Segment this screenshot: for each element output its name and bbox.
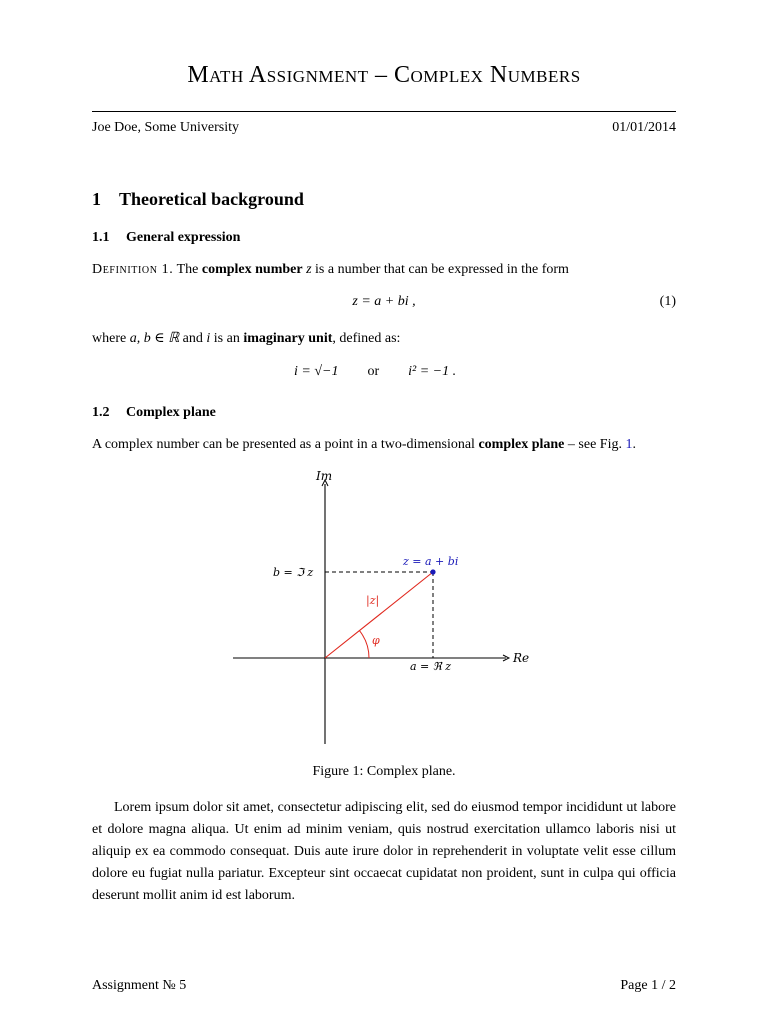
where-text-c: is an — [213, 331, 240, 346]
definition-text-after: is a number that can be expressed in the form — [315, 262, 569, 277]
subsection-number: 1.1 — [92, 230, 110, 245]
where-text-d: , defined as: — [332, 331, 401, 346]
author: Joe Doe, Some University — [92, 120, 239, 135]
complex-point — [430, 569, 435, 574]
subsection-title: General expression — [126, 230, 241, 245]
equation-2-middle: or — [367, 364, 380, 379]
equation-1-number: (1) — [659, 294, 676, 309]
lorem-paragraph: Lorem ipsum dolor sit amet, consectetur adipiscing elit, sed do eiusmod tempor incididunt ut labore et dolore magna aliqua. Ut enim ad minim veniam, quis nostrud exercitation ullamco laboris nisi ut aliquip ex ea commodo consequat. Duis aute irure dolor in reprehenderit in voluptate velit esse cillum dolore eu fugiat nulla pariatur. Excepteur sint occaecat cupidatat non proident, sunt in culpa qui officia deserunt mollit anim id est laborum. — [92, 800, 676, 903]
figure-caption: Figure 1: Complex plane. — [312, 764, 456, 779]
footer-assignment: Assignment № 5 — [92, 978, 187, 993]
definition-label: Definition 1. — [92, 262, 174, 277]
where-math-b: i — [206, 331, 211, 346]
where-text-b: and — [182, 331, 203, 346]
plane-text-b: – see Fig. — [567, 437, 622, 452]
re-axis-label: Re — [513, 651, 530, 665]
section-number: 1 — [92, 189, 101, 209]
page-title: Math Assignment – Complex Numbers — [187, 62, 581, 88]
where-math-a: a, b ∈ ℝ — [129, 331, 180, 346]
subsection-title: Complex plane — [126, 405, 216, 420]
modulus-label: |z| — [366, 594, 380, 607]
equation-2-right: i² = −1 . — [408, 364, 457, 379]
equation-2-left: i = √−1 — [294, 364, 339, 379]
plane-text-a: A complex number can be presented as a point in a two-dimensional — [92, 437, 475, 452]
plane-text-c: . — [632, 437, 636, 452]
plane-term: complex plane — [478, 437, 565, 452]
point-label: z = a + bi — [403, 555, 459, 568]
b-label: b = ℑ z — [273, 566, 314, 579]
section-title: Theoretical background — [119, 189, 304, 209]
angle-label: φ — [372, 634, 380, 647]
where-term: imaginary unit — [243, 331, 333, 346]
angle-arc — [359, 631, 369, 658]
figure-reference-link[interactable]: 1 — [625, 437, 633, 452]
a-label: a = ℜ z — [410, 660, 452, 673]
date: 01/01/2014 — [612, 120, 676, 135]
footer-page-number: Page 1 / 2 — [620, 978, 676, 993]
definition-text-before: The — [176, 262, 199, 277]
where-text-a: where — [92, 331, 127, 346]
definition-var: z — [306, 262, 312, 277]
im-axis-label: Im — [316, 469, 333, 483]
equation-1: z = a + bi , — [352, 294, 416, 309]
definition-term: complex number — [201, 262, 303, 277]
subsection-number: 1.2 — [92, 405, 110, 420]
